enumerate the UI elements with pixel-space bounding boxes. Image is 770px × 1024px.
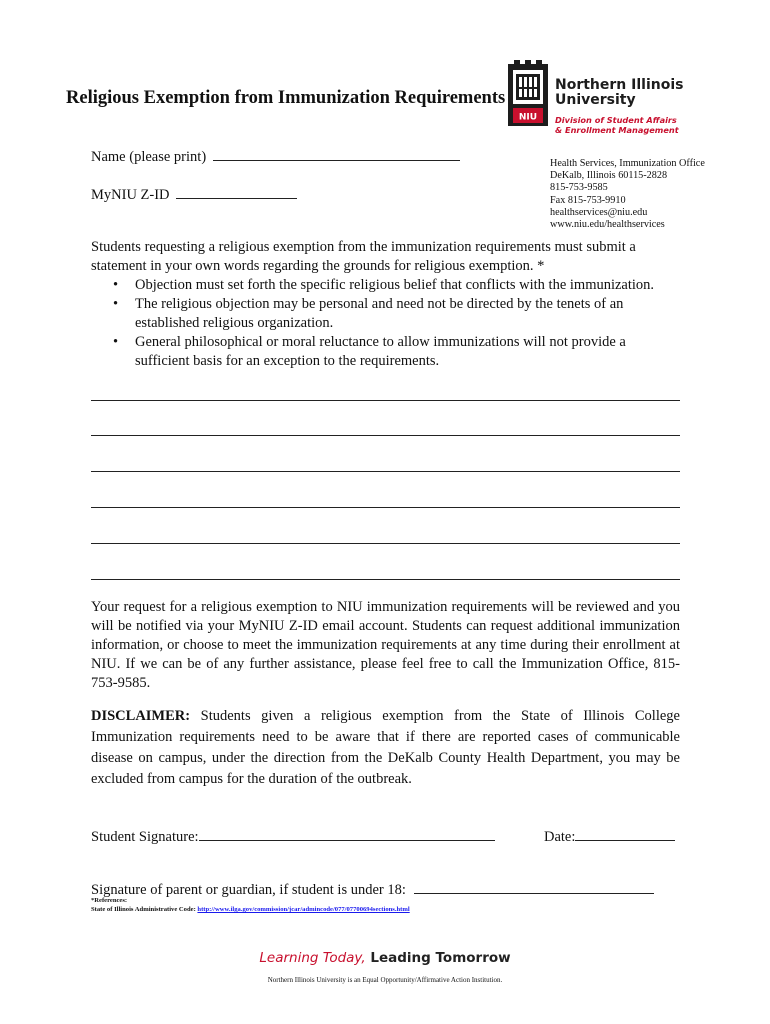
- contact-website: www.niu.edu/healthservices: [550, 219, 665, 231]
- zid-field: [91, 184, 297, 204]
- page-title: Religious Exemption from Immunization Requirements: [66, 88, 506, 108]
- statement-line[interactable]: [91, 507, 680, 508]
- list-item: • General philosophical or moral reluctance to allow immunizations will not provide a sufficient basis for an exception to the requirements.: [91, 333, 691, 371]
- contact-email: healthservices@niu.edu: [550, 206, 648, 218]
- requirements-list: [91, 276, 691, 371]
- disclaimer-text: Students given a religious exemption from the State of Illinois College Immunization requirements need to be aware that if there are reported cases of communicable disease on campus, under the direction from the DeKalb County Health Department, you may be excluded from campus for the duration of the outbreak.: [91, 708, 680, 787]
- student-signature-line[interactable]: [199, 826, 495, 841]
- logo-subtitle: Division of Student Affairs & Enrollment Management: [555, 115, 679, 135]
- statement-line[interactable]: [91, 471, 680, 472]
- disclaimer-label: DISCLAIMER:: [91, 708, 191, 724]
- student-signature-label: Student Signature:: [91, 829, 199, 845]
- intro-section: [91, 238, 691, 371]
- references-link[interactable]: http://www.ilga.gov/commission/jcar/admincode/077/07700694sections.html: [197, 906, 410, 913]
- contact-phone: 815-753-9585: [550, 182, 608, 194]
- tagline-leading: Leading Tomorrow: [365, 950, 511, 966]
- date-label: Date:: [544, 829, 576, 845]
- footer-statement: Northern Illinois University is an Equal Opportunity/Affirmative Action Institution.: [267, 976, 503, 984]
- intro-text: Students requesting a religious exemption from the immunization requirements must submit a statement in your own words regarding the grounds for religious exemption. *: [91, 239, 636, 274]
- parent-signature-label: Signature of parent or guardian, if student is under 18:: [91, 882, 406, 898]
- statement-line[interactable]: [91, 400, 680, 401]
- student-signature-field: [91, 826, 495, 846]
- tagline-learning: Learning Today,: [259, 950, 366, 966]
- logo-name: Northern Illinois University: [555, 77, 684, 108]
- zid-input-line[interactable]: [176, 184, 297, 199]
- statement-line[interactable]: [91, 435, 680, 436]
- references-line: State of Illinois Administrative Code: http://www.ilga.gov/commission/jcar/admincode/077/07700694sections.html: [91, 906, 410, 913]
- contact-block: [550, 158, 705, 231]
- statement-line[interactable]: [91, 543, 680, 544]
- logo-badge: NIU: [518, 112, 538, 123]
- niu-tower-icon: [508, 60, 548, 126]
- disclaimer: [91, 706, 680, 790]
- contact-fax: Fax 815-753-9910: [550, 194, 626, 206]
- list-item: • The religious objection may be personal and need not be directed by the tenets of an established religious organization.: [91, 295, 691, 333]
- name-field: [91, 146, 460, 166]
- review-paragraph: Your request for a religious exemption to NIU immunization requirements will be reviewed and you will be notified via your MyNIU Z-ID email account. Students can request additional immunization information, or choose to meet the immunization requirements at any time during their enrollment at NIU. If we can be of any further assistance, please feel free to call the Immunization Office, 815-753-9585.: [91, 599, 680, 691]
- contact-office: Health Services, Immunization Office: [550, 158, 705, 169]
- contact-address: DeKalb, Illinois 60115-2828: [550, 170, 668, 182]
- list-item: • Objection must set forth the specific religious belief that conflicts with the immunization.: [91, 276, 691, 295]
- name-input-line[interactable]: [213, 146, 460, 161]
- references: [91, 896, 410, 914]
- date-line[interactable]: [575, 826, 675, 841]
- references-heading: *References:: [91, 897, 128, 904]
- tagline: [0, 950, 770, 966]
- zid-label: MyNIU Z-ID: [91, 187, 170, 203]
- parent-signature-line[interactable]: [414, 879, 654, 894]
- statement-line[interactable]: [91, 579, 680, 580]
- niu-logo: [508, 60, 548, 131]
- date-field: [544, 826, 675, 846]
- name-label: Name (please print): [91, 149, 207, 165]
